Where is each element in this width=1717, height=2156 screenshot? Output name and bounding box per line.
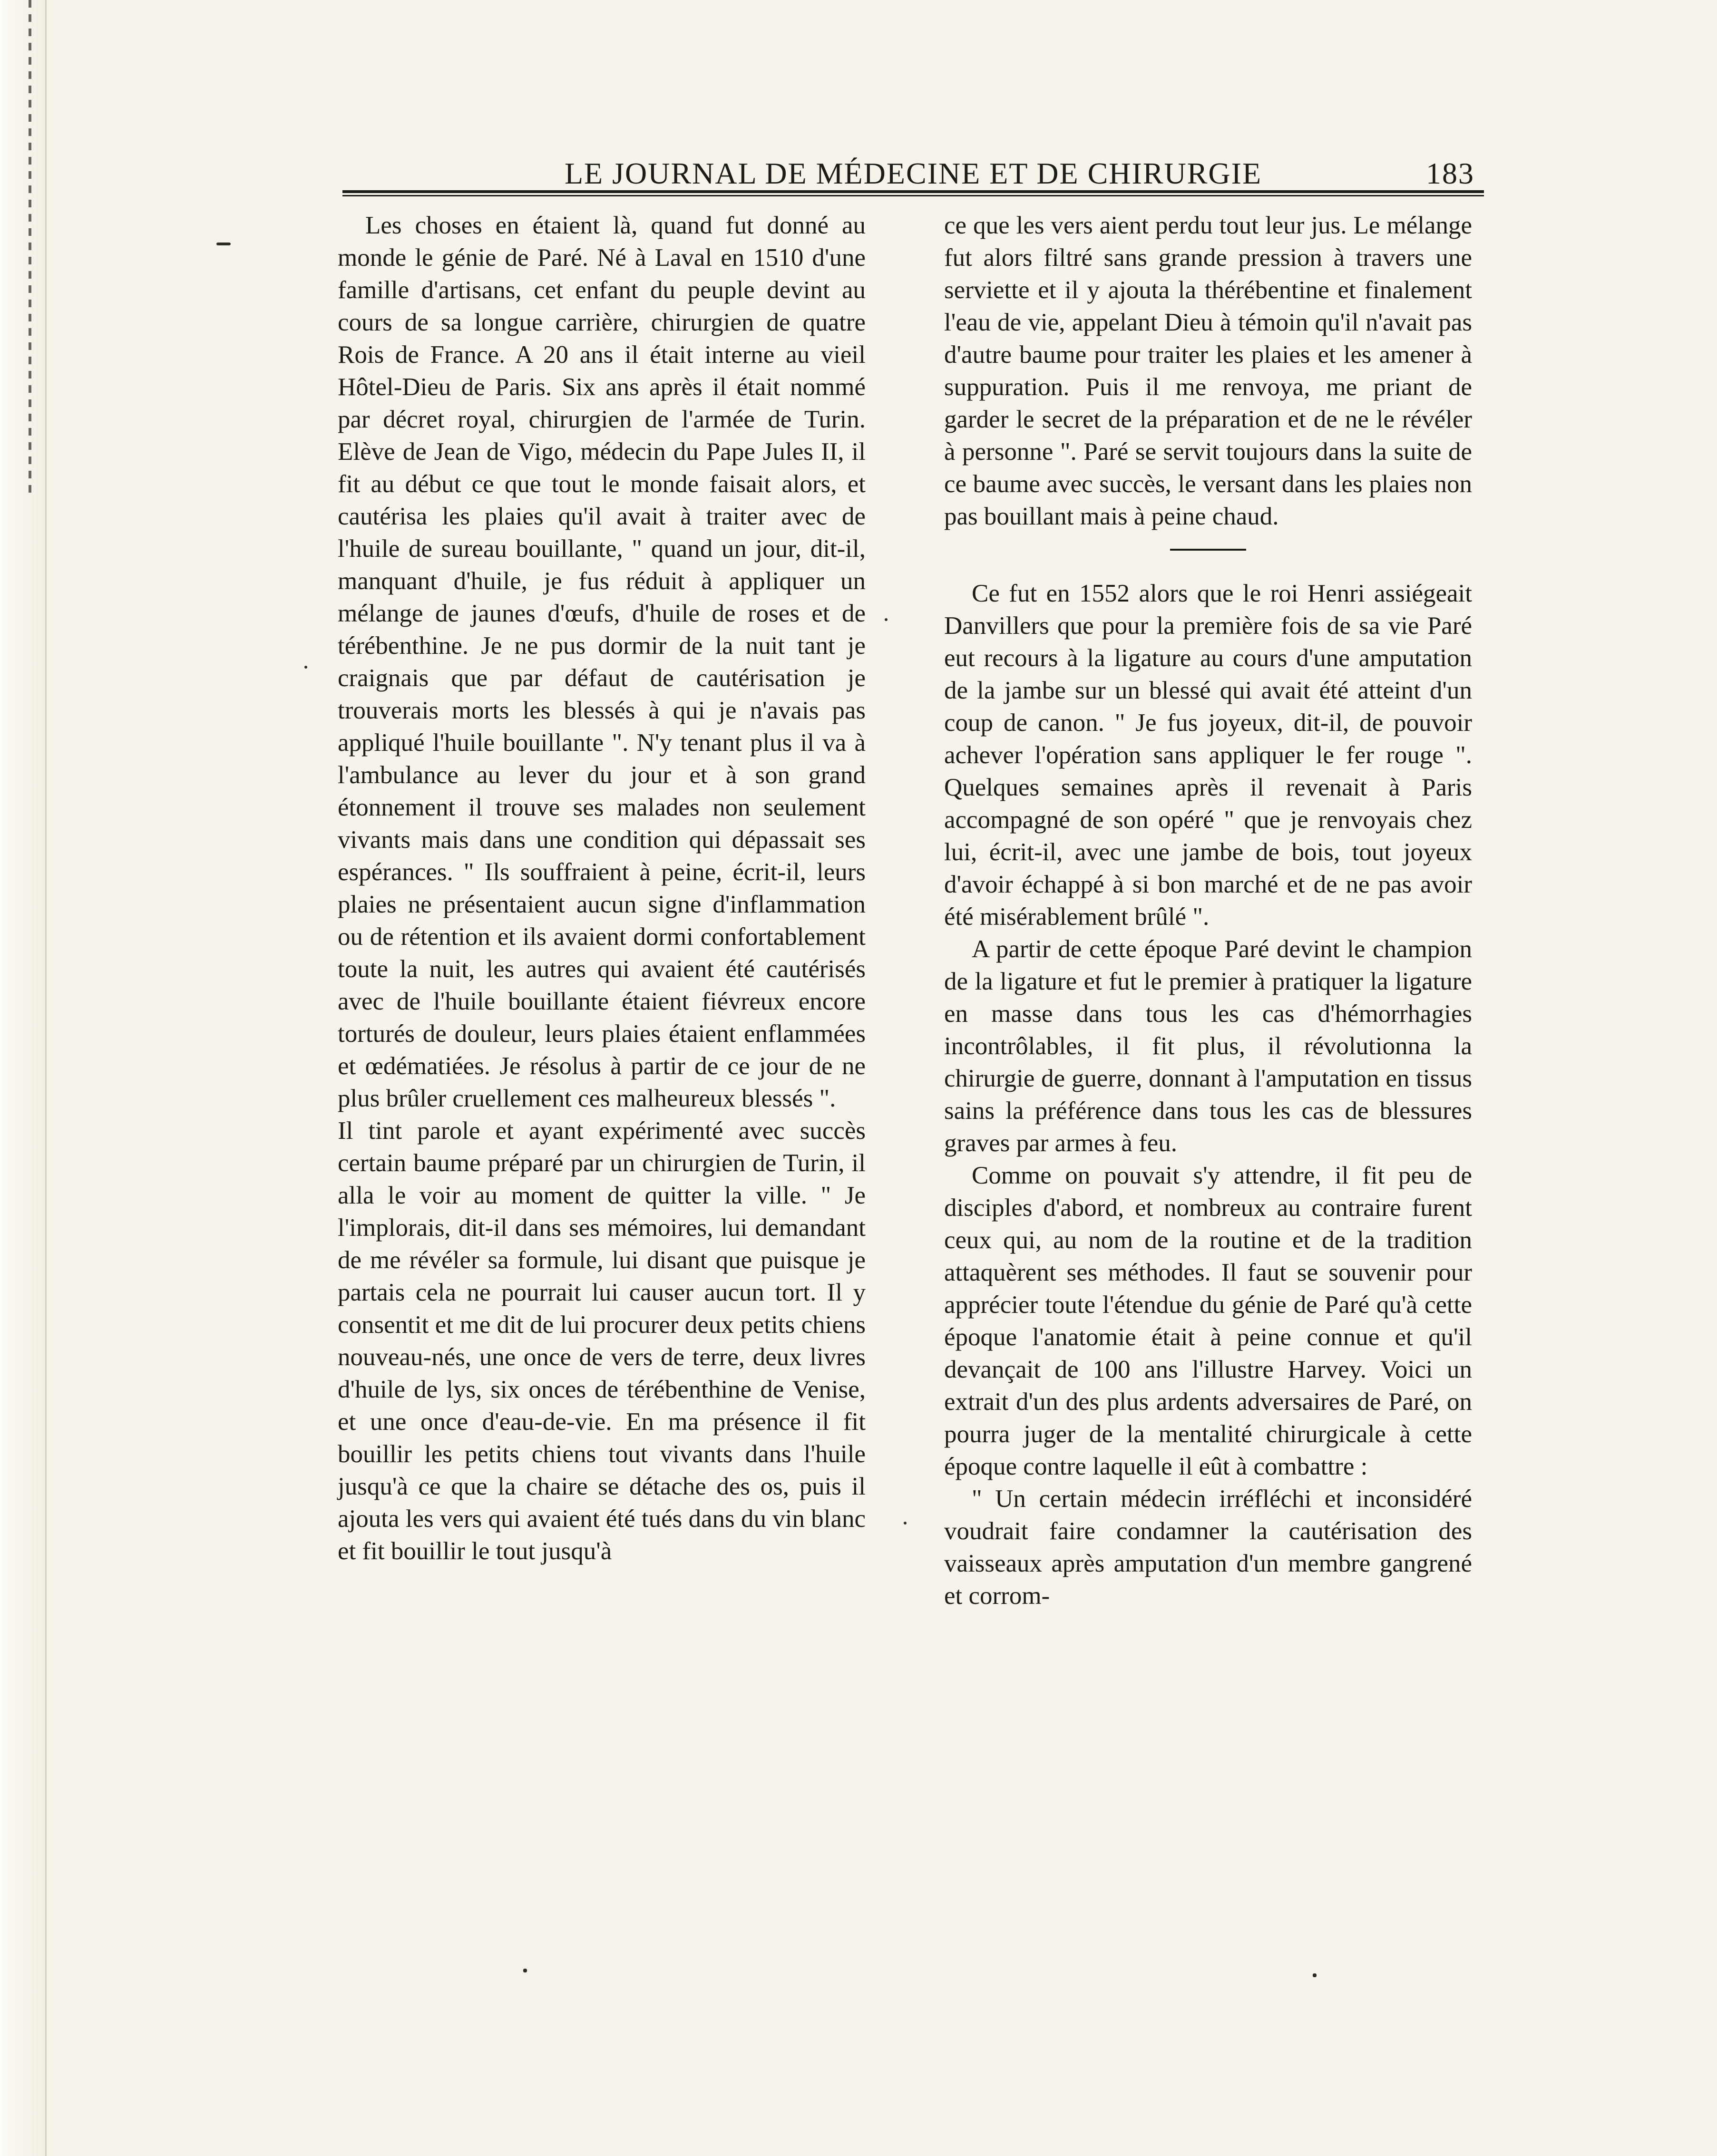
paragraph: Les choses en étaient là, quand fut donné au monde le génie de Paré. Né à Laval en 1510 d'une famille d'artisans, cet enfant du peuple devint au cours de sa longue carrière, chirurgien de quatre Rois de France. A 20 ans il était interne au vieil Hôtel-Dieu de Paris. Six ans après il était nommé par décret royal, chirurgien de l'armée de Turin. Elève de Jean de Vigo, médecin du Pape Jules II, il fit au début ce que tout le monde faisait alors, et cautérisa les plaies qu'il avait à traiter avec de l'huile de sureau bouillante, " quand un jour, dit-il, manquant d'huile, je fus réduit à appliquer un mélange de jaunes d'œufs, d'huile de roses et de térébenthine. Je ne pus dormir de la nuit tant je craignais que par défaut de cautérisation je trouverais morts les blessés à qui je n'avais pas appliqué l'huile bouillante ". N'y tenant plus il va à l'ambulance au lever du jour et à son grand étonnement il trouve ses malades non seulement vivants mais dans une condition qui dépassait ses espérances. " Ils souffraient à peine, écrit-il, leurs plaies ne présentaient aucun signe d'inflammation ou de rétention et ils avaient dormi confortablement toute la nuit, les autres qui avaient été cautérisés avec de l'huile bouillante étaient fiévreux encore torturés de douleur, leurs plaies étaient enflammées et œdématiées. Je résolus à partir de ce jour de ne plus brûler cruellement ces malheureux blessés ". [338, 212, 866, 1112]
paragraph: " Un certain médecin irréfléchi et inconsidéré voudrait faire condamner la cautérisation des vaisseaux après amputation d'un membre gangrené et corrom- [944, 1485, 1472, 1610]
running-title: LE JOURNAL DE MÉDECINE ET DE CHIRURGIE [564, 156, 1262, 190]
paragraph: Il tint parole et ayant expérimenté avec succès certain baume préparé par un chirurgien de Turin, il alla le voir au moment de quitter la ville. " Je l'implorais, dit-il dans ses mémoires, lui demandant de me révéler sa formule, lui disant que puisque je partais cela ne pourrait lui causer aucun tort. Il y consentit et me dit de lui procurer deux petits chiens nouveau-nés, une once de vers de terre, deux livres d'huile de lys, six onces de térébenthine de Venise, et une once d'eau-de-vie. En ma présence il fit bouillir les petits chiens tout vivants dans l'huile jusqu'à ce que la chaire se détache des os, puis il ajouta les vers qui avaient été tués dans du vin blanc et fit bouillir le tout jusqu'à [338, 1117, 866, 1565]
paragraph: Comme on pouvait s'y attendre, il fit peu de disciples d'abord, et nombreux au contraire furent ceux qui, au nom de la routine et de la tradition attaquèrent ses méthodes. Il faut se souvenir pour apprécier toute l'étendue du génie de Paré qu'à cette époque l'anatomie était à peine connue et qu'il devançait de 100 ans l'illustre Harvey. Voici un extrait d'un des plus ardents adversaires de Paré, on pourra juger de la mentalité chirurgicale à cette époque contre laquelle il eût à combattre : [944, 1162, 1472, 1480]
margin-mark [523, 1969, 527, 1972]
margin-mark [216, 243, 231, 245]
margin-mark [1313, 1973, 1317, 1977]
right-column [944, 209, 1472, 1612]
binding-shadow [29, 0, 31, 499]
margin-mark [885, 618, 888, 621]
page-header [342, 152, 1484, 195]
left-column [338, 209, 866, 1567]
margin-mark [304, 666, 307, 669]
page-number: 183 [1426, 156, 1474, 190]
paragraph: Ce fut en 1552 alors que le roi Henri assiégeait Danvillers que pour la première fois de sa vie Paré eut recours à la ligature au cours d'une amputation de la jambe sur un blessé qui avait été atteint d'un coup de canon. " Je fus joyeux, dit-il, de pouvoir achever l'opération sans appliquer le fer rouge ". Quelques semaines après il revenait à Paris accompagné de son opéré " que je renvoyais chez lui, écrit-il, avec une jambe de bois, tout joyeux d'avoir échappé à si bon marché et de ne pas avoir été misérablement brûlé ". [944, 580, 1472, 931]
paragraph: ce que les vers aient perdu tout leur jus. Le mélange fut alors filtré sans grande pression à travers une serviette et il y ajouta la thérébentine et finalement l'eau de vie, appelant Dieu à témoin qu'il n'avait pas d'autre baume pour traiter les plaies et les amener à suppuration. Puis il me renvoya, me priant de garder le secret de la préparation et de ne le révéler à personne ". Paré se servit toujours dans la suite de ce baume avec succès, le versant dans les plaies non pas bouillant mais à peine chaud. [944, 212, 1472, 530]
margin-mark [904, 1522, 907, 1525]
page-edge [0, 0, 47, 2156]
section-divider [1170, 549, 1246, 551]
header-rule [342, 190, 1484, 196]
paragraph: A partir de cette époque Paré devint le champion de la ligature et fut le premier à pratiquer la ligature en masse dans tous les cas d'hémorrhagies incontrôlables, il fit plus, il révolutionna la chirurgie de guerre, donnant à l'amputation en tissus sains la préférence dans tous les cas de blessures graves par armes à feu. [944, 935, 1472, 1157]
